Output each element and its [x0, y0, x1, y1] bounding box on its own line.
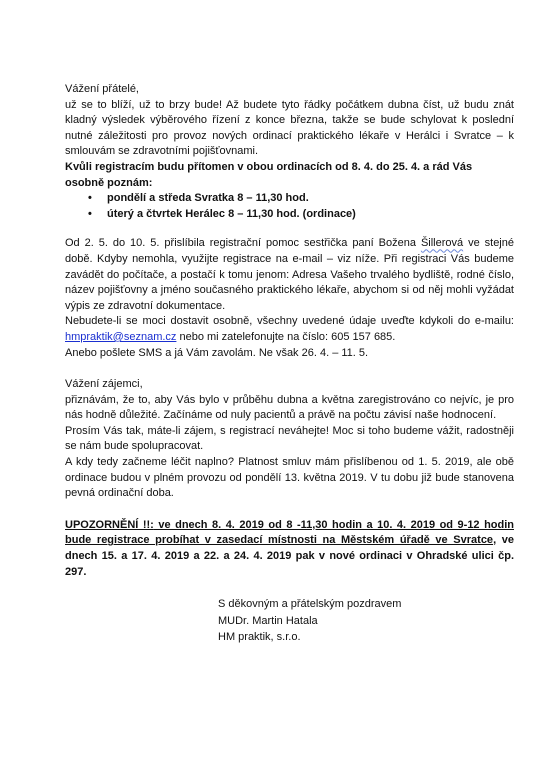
- schedule-list: [65, 191, 514, 222]
- notice-underlined-text: ve dnech 8. 4. 2019 od 8 -11,30 hodin a 10. 4. 2019 od 9-12 hodin bude registrace probíhat v zasedací místnosti na Městském úřadě ve Svratce: [65, 518, 514, 547]
- schedule-item-text: úterý a čtvrtek Herálec 8 – 11,30 hod. (ordinace): [107, 207, 356, 220]
- schedule-item-text: pondělí a středa Svratka 8 – 11,30 hod.: [107, 192, 309, 205]
- nurse-paragraph: [65, 236, 514, 314]
- bullet-icon: •: [88, 207, 92, 220]
- notice-label: UPOZORNĚNÍ !!:: [65, 518, 154, 531]
- greeting: Vážení přátelé,: [65, 83, 139, 95]
- closing-block: [65, 596, 514, 646]
- contact-text-start: Nebudete-li se moci dostavit osobně, všechny uvedené údaje uveďte kdykoli do e-mailu:: [65, 315, 514, 328]
- presence-paragraph: Kvůli registracím budu přítomen v obou ordinacích od 8. 4. do 25. 4. a rád Vás osobně poznám:: [65, 160, 473, 189]
- notice-text-end: , ve dnech 15. a 17. 4. 2019 a 22. a 24. 4. 2019 pak v nové ordinaci v Ohradské ulici čp. 297.: [65, 534, 514, 578]
- spacer: [65, 222, 514, 236]
- contact-paragraph: [65, 314, 514, 345]
- nurse-text-end: ve stejné době. Kdyby nemohla, využijte registrace na e-mail – viz níže. Při registraci Vás budeme zavádět do počítače, a postačí k tomu jenom: Adresa Vašeho trvalého bydliště, rodné číslo, název pojišťovny a jméno současného praktického lékaře, abychom si od něj mohli vyžádat výpis ze zdravotní dokumentace.: [65, 237, 514, 312]
- nurse-text-start: Od 2. 5. do 10. 5. přislíbila registrační pomoc sestřička paní Božena: [65, 237, 421, 250]
- schedule-item: [88, 191, 514, 207]
- spacer: [65, 361, 514, 377]
- signature-name: MUDr. Martin Hatala: [218, 614, 318, 627]
- spacer: [65, 502, 514, 518]
- schedule-item: [88, 207, 514, 223]
- email-link[interactable]: hmpraktik@seznam.cz: [65, 330, 177, 343]
- intro-paragraph: už se to blíží, už to brzy bude! Až budete tyto řádky počátkem dubna číst, už budu znát kladný výsledek výběrového řízení z konce března, takže se bude schylovat k poslední nutné záležitosti pro provoz nových ordinací praktického lékaře v Herálci i Svratce – k smlouvám se zdravotními pojišťovnami.: [65, 98, 514, 158]
- contact-text-end: nebo mi zatelefonujte na číslo: 605 157 685.: [176, 330, 396, 343]
- greeting-2: Vážení zájemci,: [65, 378, 143, 391]
- bullet-icon: •: [88, 192, 92, 205]
- admit-paragraph: přiznávám, že to, aby Vás bylo v průběhu dubna a května zaregistrováno co nejvíc, je pro nás hodně důležité. Začínáme od nuly pacientů a právě na počtu závisí naše hodnocení.: [65, 393, 514, 422]
- notice-paragraph: [65, 518, 514, 580]
- sms-paragraph: Anebo pošlete SMS a já Vám zavolám. Ne však 26. 4. – 11. 5.: [65, 346, 369, 359]
- signature-company: HM praktik, s.r.o.: [218, 631, 301, 644]
- start-paragraph: A kdy tedy začneme léčit naplno? Platnost smluv mám přislíbenou od 1. 5. 2019, ale obě ordinace budou v plném provozu od pondělí 13. května 2019. V tu dobu již bude stanovena pevná ordinační doba.: [65, 456, 514, 500]
- plea-paragraph: Prosím Vás tak, máte-li zájem, s registrací neváhejte! Moc si toho budeme vážit, radostněji se nám bude spolupracovat.: [65, 424, 514, 453]
- spacer: [65, 580, 514, 596]
- letter: [65, 82, 514, 646]
- nurse-name: Šillerová: [420, 237, 464, 250]
- closing-regards: S děkovným a přátelským pozdravem: [218, 598, 402, 611]
